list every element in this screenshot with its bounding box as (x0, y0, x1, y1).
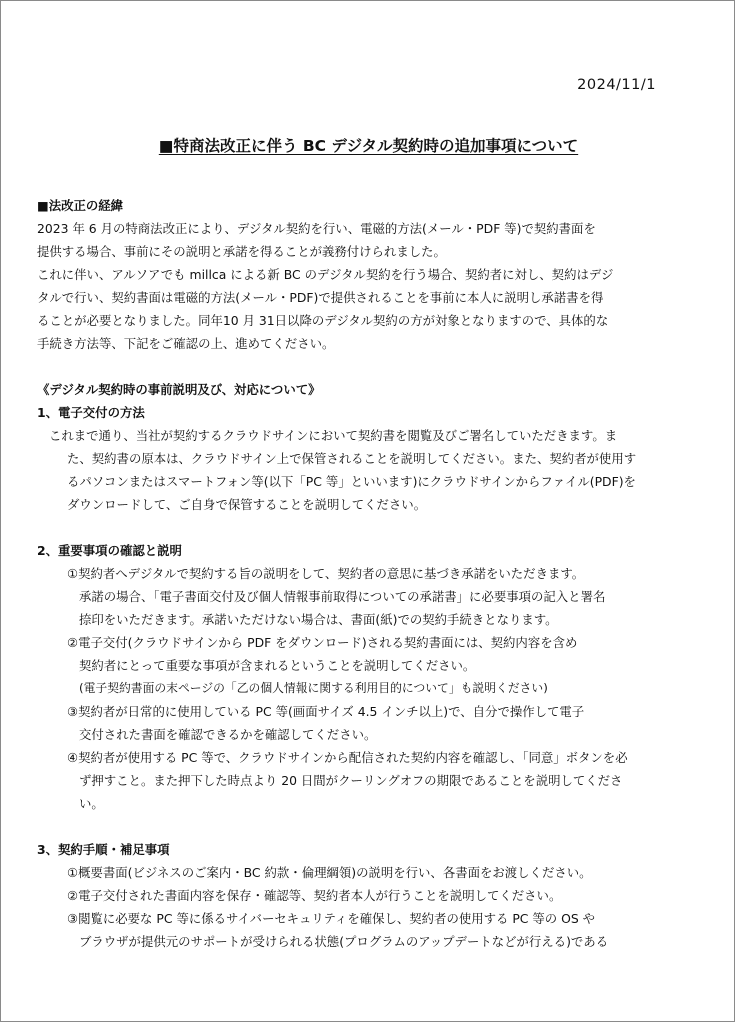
section3-item3-line: ③閲覧に必要な PC 等に係るサイバーセキュリティを確保し、契約者の使用する PC 等の OS や (67, 911, 596, 926)
section1-line: ダウンロードして、ご自身で保管することを説明してください。 (67, 497, 427, 512)
background-line: 手続き方法等、下記をご確認の上、進めてください。 (37, 336, 335, 351)
section2-item3-line: 交付された書面を確認できるかを確認してください。 (79, 727, 377, 742)
section3-item3-line: ブラウザが提供元のサポートが受けられる状態(プログラムのアップデートなどが行える)である (79, 934, 609, 949)
section3-item1: ①概要書面(ビジネスのご案内・BC 約款・倫理綱領)の説明を行い、各書面をお渡しください。 (67, 865, 592, 880)
section2-item2-line: ②電子交付(クラウドサインから PDF をダウンロード)される契約書面には、契約内容を含め (67, 635, 578, 650)
explanation-heading: 《デジタル契約時の事前説明及び、対応について》 (37, 382, 321, 397)
section2-heading: 2、重要事項の確認と説明 (37, 543, 182, 558)
section3-heading: 3、契約手順・補足事項 (37, 842, 170, 857)
section2-item2-line: 契約者にとって重要な事項が含まれるということを説明してください。 (79, 658, 476, 673)
document-date: 2024/11/1 (577, 77, 656, 93)
background-heading: ■法改正の経緯 (37, 198, 124, 213)
section2-item3-line: ③契約者が日常的に使用している PC 等(画面サイズ 4.5 インチ以上)で、自分で操作して電子 (67, 704, 585, 719)
background-line: ることが必要となりました。同年10 月 31日以降のデジタル契約の方が対象となりますので、具体的な (37, 313, 609, 328)
document-body (37, 194, 707, 953)
section1-heading: 1、電子交付の方法 (37, 405, 145, 420)
section2-item1-line: ①契約者へデジタルで契約する旨の説明をして、契約者の意思に基づき承諾をいただきます。 (67, 566, 585, 581)
section2-item4-line: ④契約者が使用する PC 等で、クラウドサインから配信された契約内容を確認し、「同意」ボタンを必 (67, 750, 628, 765)
background-line: 提供する場合、事前にその説明と承諾を得ることが義務付けられました。 (37, 244, 446, 259)
section1-line: るパソコンまたはスマートフォン等(以下「PC 等」といいます)にクラウドサインからファイル(PDF)を (67, 474, 636, 489)
section3-item2: ②電子交付された書面内容を保存・確認等、契約者本人が行うことを説明してください。 (67, 888, 562, 903)
background-line: 2023 年 6 月の特商法改正により、デジタル契約を行い、電磁的方法(メール・PDF 等)で契約書面を (37, 221, 596, 236)
section1-line: た、契約書の原本は、クラウドサイン上で保管されることを説明してください。また、契約者が使用す (67, 451, 637, 466)
background-line: タルで行い、契約書面は電磁的方法(メール・PDF)で提供されることを事前に本人に説明し承諾書を得 (37, 290, 604, 305)
section2-item4-line: ず押すこと。また押下した時点より 20 日間がクーリングオフの期限であることを説明してくださ (79, 773, 623, 788)
section2-item1-line: 捺印をいただきます。承諾いただけない場合は、書面(紙)での契約手続きとなります。 (79, 612, 558, 627)
section1-line: これまで通り、当社が契約するクラウドサインにおいて契約書を閲覧及びご署名していただきます。ま (49, 428, 618, 443)
section2-item2-note: (電子契約書面の末ページの「乙の個人情報に関する利用目的について」も説明ください) (79, 681, 548, 695)
background-line: これに伴い、アルソアでも millca による新 BC のデジタル契約を行う場合、契約者に対し、契約はデジ (37, 267, 614, 282)
section2-item1-line: 承諾の場合、「電子書面交付及び個人情報事前取得についての承諾書」に必要事項の記入と署名 (79, 589, 606, 604)
document-title: ■特商法改正に伴う BC デジタル契約時の追加事項について (158, 137, 579, 155)
section2-item4-line: い。 (79, 796, 104, 811)
